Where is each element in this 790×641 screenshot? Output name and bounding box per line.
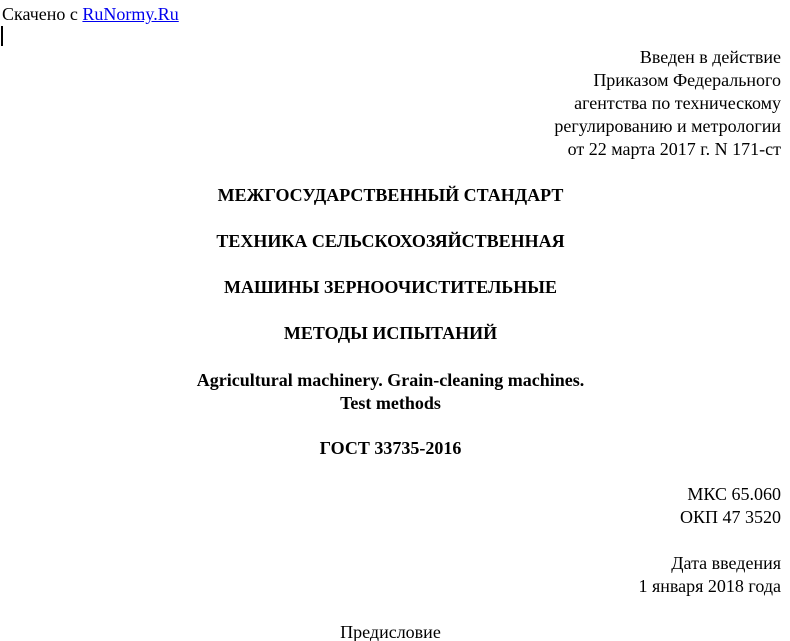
preface-heading: Предисловие bbox=[340, 622, 441, 641]
source-link[interactable]: RuNormy.Ru bbox=[82, 4, 179, 24]
source-line bbox=[2, 3, 179, 26]
classifier-codes bbox=[680, 483, 781, 529]
title-line-1: ТЕХНИКА СЕЛЬСКОХОЗЯЙСТВЕННАЯ bbox=[216, 231, 565, 251]
text-cursor bbox=[1, 26, 3, 46]
english-title bbox=[0, 369, 781, 415]
enactment-line: агентства по техническому bbox=[574, 93, 781, 113]
english-title-line-1: Agricultural machinery. Grain-cleaning machines. bbox=[196, 370, 585, 390]
introduction-date-block bbox=[638, 552, 781, 598]
standard-type-heading: МЕЖГОСУДАРСТВЕННЫЙ СТАНДАРТ bbox=[217, 185, 564, 205]
title-line-2: МАШИНЫ ЗЕРНООЧИСТИТЕЛЬНЫЕ bbox=[224, 277, 557, 297]
enactment-line: Приказом Федерального bbox=[593, 70, 781, 90]
source-prefix: Скачено с bbox=[2, 4, 83, 24]
mks-code: МКС 65.060 bbox=[687, 484, 781, 504]
standard-designation: ГОСТ 33735-2016 bbox=[319, 438, 462, 458]
enactment-line: регулированию и метрологии bbox=[554, 116, 781, 136]
enactment-line: Введен в действие bbox=[639, 47, 781, 67]
title-line-3: МЕТОДЫ ИСПЫТАНИЙ bbox=[283, 323, 498, 343]
english-title-line-2: Test methods bbox=[340, 393, 441, 413]
enactment-line: от 22 марта 2017 г. N 171-ст bbox=[567, 139, 781, 159]
enactment-block bbox=[554, 46, 781, 161]
introduction-date-value: 1 января 2018 года bbox=[638, 576, 781, 596]
okp-code: ОКП 47 3520 bbox=[679, 507, 781, 527]
introduction-date-label: Дата введения bbox=[671, 553, 781, 573]
